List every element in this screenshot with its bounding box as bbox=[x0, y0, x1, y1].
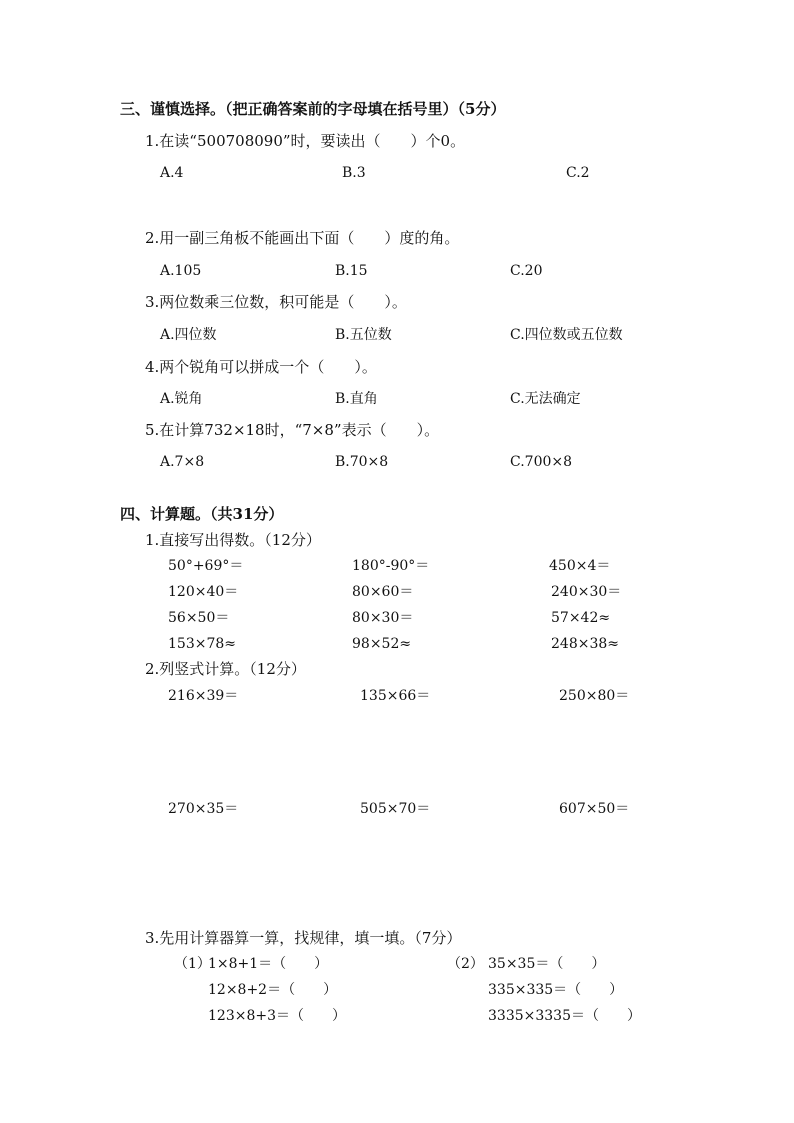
question-1-option-b: B.3 bbox=[342, 165, 366, 181]
question-5-option-b: B.70×8 bbox=[335, 454, 389, 470]
question-1-text: 1.在读“500708090”时，要读出（ ）个0。 bbox=[145, 132, 466, 150]
section3-heading: 三、谨慎选择。（把正确答案前的字母填在括号里）（5分） bbox=[120, 100, 506, 118]
calc-q3-right-item: 35×35＝（ ） bbox=[488, 956, 606, 972]
question-3-text: 3.两位数乘三位数，积可能是（ ）。 bbox=[145, 293, 407, 311]
question-2-text: 2.用一副三角板不能画出下面（ ）度的角。 bbox=[145, 229, 460, 247]
calc-q2-item: 135×66＝ bbox=[360, 688, 431, 704]
question-1-option-c: C.2 bbox=[566, 165, 590, 181]
calc-q3-right-item: 335×335＝（ ） bbox=[488, 982, 624, 998]
question-3-option-a: A.四位数 bbox=[160, 327, 217, 343]
calc-q2-item: 505×70＝ bbox=[360, 801, 431, 817]
question-4-option-c: C.无法确定 bbox=[510, 391, 581, 407]
calc-q3-left-item: 123×8+3＝（ ） bbox=[208, 1008, 346, 1024]
question-4-option-b: B.直角 bbox=[335, 391, 378, 407]
question-2-option-a: A.105 bbox=[160, 263, 202, 279]
question-3-option-c: C.四位数或五位数 bbox=[510, 327, 623, 343]
calc-q1-item: 450×4＝ bbox=[549, 558, 611, 574]
question-2-option-c: C.20 bbox=[510, 263, 543, 279]
question-4-text: 4.两个锐角可以拼成一个（ ）。 bbox=[145, 358, 377, 376]
calc-q3-left-item: 12×8+2＝（ ） bbox=[208, 982, 338, 998]
calc-q1-item: 50°+69°＝ bbox=[168, 558, 244, 574]
calc-q2-item: 607×50＝ bbox=[559, 801, 630, 817]
question-2-option-b: B.15 bbox=[335, 263, 368, 279]
calc-q3-right-item: 3335×3335＝（ ） bbox=[488, 1008, 641, 1024]
calc-q2-item: 250×80＝ bbox=[559, 688, 630, 704]
calc-q3-right-label: （2） bbox=[447, 956, 484, 972]
calc-q1-title: 1.直接写出得数。（12分） bbox=[145, 531, 321, 549]
calc-q2-title: 2.列竖式计算。（12分） bbox=[145, 660, 306, 678]
calc-q3-title: 3.先用计算器算一算，找规律，填一填。（7分） bbox=[145, 929, 462, 947]
calc-q1-item: 248×38≈ bbox=[551, 636, 619, 652]
calc-q1-item: 98×52≈ bbox=[352, 636, 412, 652]
calc-q1-item: 120×40＝ bbox=[168, 584, 239, 600]
calc-q1-item: 153×78≈ bbox=[168, 636, 236, 652]
question-5-option-a: A.7×8 bbox=[160, 454, 205, 470]
calc-q1-item: 80×30＝ bbox=[352, 610, 414, 626]
calc-q1-item: 180°-90°＝ bbox=[352, 558, 430, 574]
calc-q2-item: 270×35＝ bbox=[168, 801, 239, 817]
section4-heading: 四、计算题。（共31分） bbox=[120, 505, 284, 523]
question-1-option-a: A.4 bbox=[160, 165, 184, 181]
calc-q2-item: 216×39＝ bbox=[168, 688, 239, 704]
question-5-option-c: C.700×8 bbox=[510, 454, 573, 470]
calc-q1-item: 57×42≈ bbox=[551, 610, 611, 626]
question-3-option-b: B.五位数 bbox=[335, 327, 392, 343]
calc-q3-left-item: 1×8+1＝（ ） bbox=[208, 956, 329, 972]
calc-q3-left-label: （1） bbox=[174, 956, 211, 972]
calc-q1-item: 240×30＝ bbox=[551, 584, 622, 600]
question-4-option-a: A.锐角 bbox=[160, 391, 203, 407]
calc-q1-item: 56×50＝ bbox=[168, 610, 230, 626]
calc-q1-item: 80×60＝ bbox=[352, 584, 414, 600]
question-5-text: 5.在计算732×18时，“7×8”表示（ ）。 bbox=[145, 421, 440, 439]
